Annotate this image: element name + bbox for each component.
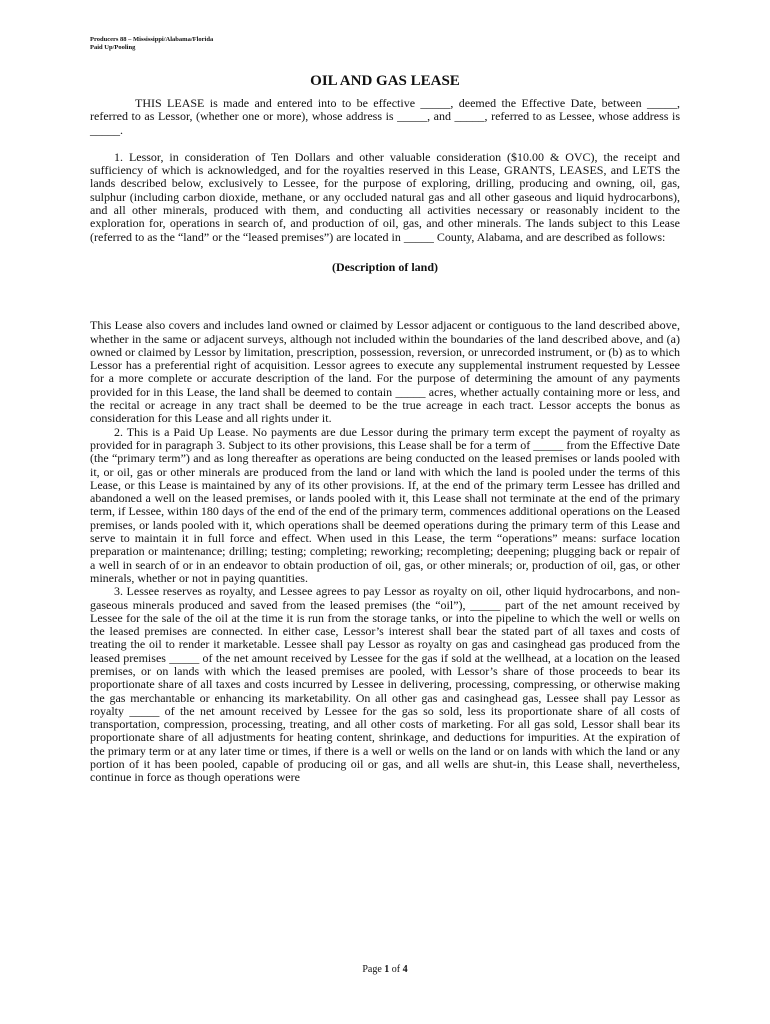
paragraph-1-grant: 1. Lessor, in consideration of Ten Dollars and other valuable consideration ($10.00 & OVC), the receipt and sufficiency of which is acknowledged, and for the royalties reserved in this Lease, GRANTS, LEASES, and LETS the lands described below, exclusively to Lessee, for the purpose of exploring, drilling, producing and owning, oil, gas, sulphur (including carbon dioxide, methane, or any occluded natural gas and all other gaseous and liquid hydrocarbons), and all other minerals, produced with them, and conducting all activities necessary or reasonably incident to the exploration for, operations in search of, and production of oil, gas, and other minerals. The lands subject to this Lease (referred to as the “land” or the “leased premises”) are located in _____ County, Alabama, and are described as follows: [90,149,680,244]
page-number-footer [0,964,770,975]
paragraph-2-term: 2. This is a Paid Up Lease. No payments are due Lessor during the primary term except the payment of royalty as provided for in paragraph 3. Subject to its other provisions, this Lease shall be for a term of _____ from the Effective Date (the “primary term”) and as long thereafter as operations are being conducted on the leased premises or lands pooled with it, or oil, gas or other minerals are produced from the land or land with which the land is pooled under the terms of this Lease, or this Lease is maintained by any of its other provisions. If, at the end of the primary term Lessee has drilled and abandoned a well on the leased premises, or lands pooled with it, this Lease shall not terminate at the end of the primary term, if Lessee, within 180 days of the end of the end of the primary term, commences additional operations on the Leased premises, or lands pooled with it, which operations shall be deemed operations during the primary term of this Lease and serve to maintain it in full force and effect. When used in this Lease, the term “operations” means: surface location preparation or maintenance; drilling; testing; completing; reworking; recompleting; deepening; plugging back or repair of a well in search of or in an endeavor to obtain production of oil, gas, or other minerals; or, production of oil, gas, or other minerals, whether or not in paying quantities. [90,424,680,585]
document-body [90,97,680,785]
intro-paragraph: THIS LEASE is made and entered into to be effective _____, deemed the Effective Date, between _____, referred to as Lessor, (whether one or more), whose address is _____, and _____, referred to as Lessee, whose address is _____. [90,96,680,137]
total-page-number: 4 [402,964,408,975]
page-word: Page [362,964,382,975]
description-of-land: (Description of land) [332,259,438,274]
of-word: of [391,964,401,975]
header-form-code: Producers 88 – Mississippi/Alabama/Florida [90,36,214,43]
current-page-number: 1 [384,964,390,975]
document-header [90,36,213,52]
paragraph-adjacent-lands: This Lease also covers and includes land owned or claimed by Lessor adjacent or contiguous to the land described above, whether in the same or adjacent surveys, although not included within the boundaries of the land described above, and (a) owned or claimed by Lessor by limitation, prescription, possession, reversion, or unrecorded instrument, or (b) as to which Lessor has a preferential right of acquisition. Lessor agrees to execute any supplemental instrument requested by Lessee for a more complete or accurate description of the land. For the purpose of determining the amount of any payments provided for in this Lease, the land shall be deemed to contain _____ acres, whether actually containing more or less, and the recital or acreage in any tract shall be deemed to be the true acreage in each tract. Lessor accepts the bonus as consideration for this Lease and all rights under it. [90,318,680,426]
paragraph-3-royalty: 3. Lessee reserves as royalty, and Lessee agrees to pay Lessor as royalty on oil, other liquid hydrocarbons, and non-gaseous minerals produced and saved from the leased premises (the “oil”), _____ part of the net amount received by Lessee for the sale of the oil at the time it is run from the storage tanks, or into the pipeline to which the well or wells on the leased premises are connected. In either case, Lessor’s interest shall bear the stated part of all taxes and costs of treating the oil to render it marketable. Lessee shall pay Lessor as royalty on gas and casinghead gas produced from the leased premises _____ of the net amount received by Lessee for the gas if sold at the wellhead, at a location on the leased premises, or on lands with which the leased premises are pooled, with Lessor’s share of those proceeds to bear its proportionate share of all taxes and costs incurred by Lessee in delivering, processing, compressing, or otherwise making the gas merchantable or enhancing its marketability. On all other gas and casinghead gas, Lessee shall pay Lessor as royalty _____ of the net amount received by Lessee for the gas so sold, less its proportionate share of all costs of transportation, compression, processing, treating, and all other costs of marketing. For all gas sold, Lessor shall bear its proportionate share of all adjustments for heating content, shrinkage, and deductions for impurities. At the expiration of the primary term or at any later time or times, if there is a well or wells on the land or on lands with which the land or any portion of it has been pooled, capable of producing oil or gas, and all wells are shut-in, this Lease shall, nevertheless, continue in force as though operations were [90,584,680,785]
document-title: OIL AND GAS LEASE [310,73,460,89]
header-form-type: Paid Up/Pooling [90,44,136,51]
